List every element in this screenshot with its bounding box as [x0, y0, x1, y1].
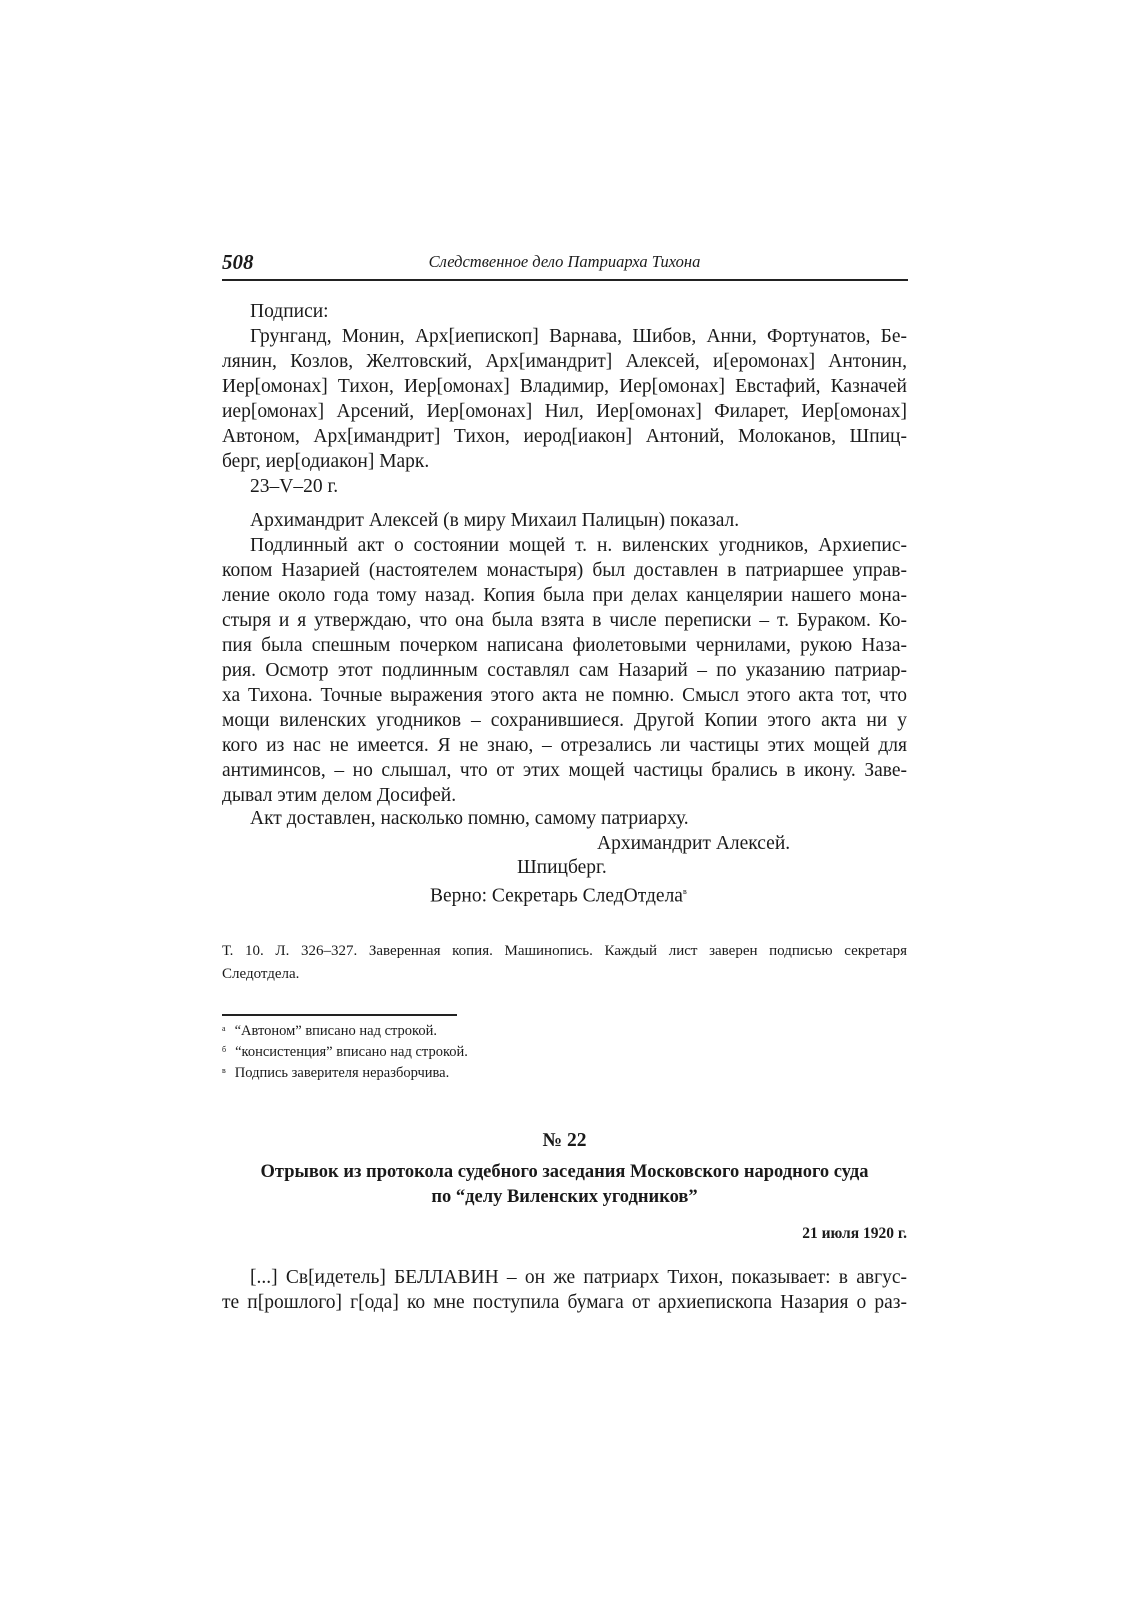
witness: Шпицберг. — [517, 857, 607, 878]
signer: Архимандрит Алексей. — [597, 833, 791, 854]
signature-line: Иер[омонах] Тихон, Иер[омонах] Владимир, Иер[омонах] Евстафий, Казначей — [222, 376, 907, 397]
testimony-line: дывал этим делом Досифей. — [222, 785, 457, 806]
footnote — [222, 1060, 449, 1084]
source-note-line: Следотдела. — [222, 966, 300, 982]
testimony-line: пия была спешным почерком написана фиолетовыми чернилами, рукою Наза- — [222, 635, 907, 656]
certification — [430, 879, 687, 909]
footnote-text: “Автоном” вписано над строкой. — [234, 1023, 437, 1039]
footnote-text: “консистенция” вписано над строкой. — [235, 1044, 468, 1060]
testimony-line: стыря и я утверждаю, что она была взята в числе переписки – т. Бураком. Ко- — [222, 610, 907, 631]
signature-line: берг, иер[одиакон] Марк. — [222, 451, 430, 472]
testimony-line: мощи виленских угодников – сохранившиеся. Другой Копии этого акта ни у — [222, 710, 907, 731]
signature-line: Грунганд, Монин, Арх[иепископ] Варнава, Шибов, Анни, Фортунатов, Бе- — [250, 326, 907, 347]
text-line: те п[рошлого] г[ода] ко мне поступила бумага от архиепископа Назария о раз- — [222, 1292, 907, 1313]
text-line: [...] Св[идетель] БЕЛЛАВИН – он же патриарх Тихон, показывает: в авгус- — [250, 1267, 907, 1288]
document-title-line: по “делу Виленских угодников” — [431, 1187, 698, 1207]
page-number: 508 — [222, 250, 254, 274]
document-date: 21 июля 1920 г. — [802, 1225, 907, 1242]
testimony-closing: Акт доставлен, насколько помню, самому патриарху. — [250, 808, 689, 829]
footnote-text: Подпись заверителя неразборчива. — [234, 1065, 450, 1081]
certification-text: Верно: Секретарь СледОтдела — [430, 885, 683, 907]
footnote-mark: б — [222, 1045, 227, 1054]
signatures-label: Подписи: — [250, 301, 329, 322]
running-title: Следственное дело Патриарха Тихона — [428, 252, 701, 271]
footnote-mark: а — [222, 1024, 226, 1033]
document-title-line: Отрывок из протокола судебного заседания Московского народного суда — [260, 1162, 869, 1182]
testimony-line: Подлинный акт о состоянии мощей т. н. виленских угодников, Архиепис- — [250, 535, 907, 556]
header-rule — [222, 279, 908, 281]
footnote-mark: в — [682, 887, 687, 896]
testimony-line: копом Назарией (настоятелем монастыря) был доставлен в патриаршее управ- — [222, 560, 907, 581]
testimony-intro: Архимандрит Алексей (в миру Михаил Палицын) показал. — [250, 510, 740, 531]
testimony-line: ха Тихона. Точные выражения этого акта не помню. Смысл этого акта тот, что — [222, 685, 907, 706]
testimony-line: ление около года тому назад. Копия была при делах канцелярии нашего мона- — [222, 585, 907, 606]
testimony-line: кого из нас не имеется. Я не знаю, – отрезались ли частицы этих мощей для — [222, 735, 907, 756]
signature-line: иер[омонах] Арсений, Иер[омонах] Нил, Иер[омонах] Филарет, Иер[омонах] — [222, 401, 907, 422]
testimony-line: антиминсов, – но слышал, что от этих мощей частицы брались в икону. Заве- — [222, 760, 907, 781]
signature-line: Автоном, Арх[имандрит] Тихон, иерод[иакон] Антоний, Молоканов, Шпиц- — [222, 426, 907, 447]
footnote-mark: в — [222, 1066, 226, 1075]
testimony-line: рия. Осмотр этот подлинным составлял сам Назарий – по указанию патриар- — [222, 660, 907, 681]
footnote-rule — [222, 1014, 457, 1016]
document-number: № 22 — [542, 1130, 587, 1151]
signature-line: лянин, Козлов, Желтовский, Арх[имандрит] Алексей, и[еромонах] Антонин, — [222, 351, 907, 372]
source-note-line: Т. 10. Л. 326–327. Заверенная копия. Машинопись. Каждый лист заверен подписью секретаря — [222, 943, 907, 959]
signature-date: 23–V–20 г. — [250, 476, 339, 497]
